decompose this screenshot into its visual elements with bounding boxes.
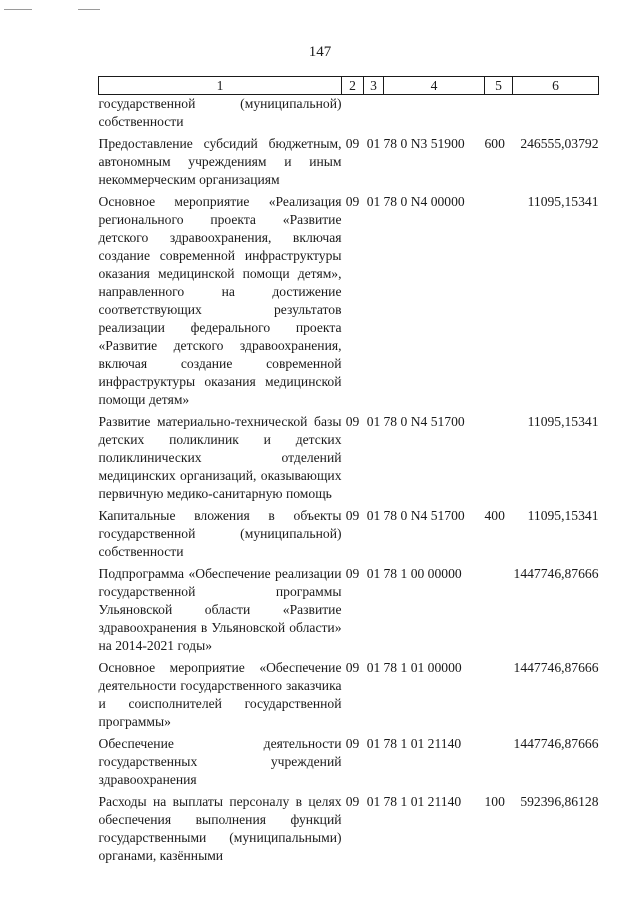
table-row: [99, 95, 599, 136]
row-section-code: 09: [345, 414, 360, 429]
column-header: 3: [364, 77, 384, 95]
row-amount: 11095,15341: [527, 414, 599, 429]
column-header: 6: [513, 77, 599, 95]
row-expense-type-code: [485, 735, 513, 793]
row-target-article-code: 78 0 N4 51700: [383, 414, 465, 429]
column-header: 5: [485, 77, 513, 95]
scan-edge-mark: [78, 9, 100, 10]
page-number: 147: [308, 44, 332, 60]
row-amount: 11095,15341: [527, 508, 599, 523]
table-body: [99, 95, 599, 870]
column-header: 1: [99, 77, 342, 95]
row-expense-type-code: [485, 95, 513, 136]
row-expense-type-code: [485, 659, 513, 735]
row-name: Подпрограмма «Обеспечение реализации государственной программы Ульяновской области «Развитие здравоохранения в Ульяновской области» на 2014-2021 годы»: [98, 566, 342, 653]
budget-table: [98, 76, 599, 869]
row-expense-type-code: 400: [484, 508, 505, 523]
row-name: Расходы на выплаты персоналу в целях обеспечения выполнения функций государственными (муниципальными) органами, казёнными: [98, 794, 342, 863]
row-name: Основное мероприятие «Обеспечение деятельности государственного заказчика и соисполнителей государственной программы»: [98, 660, 342, 729]
row-target-article-code: 78 0 N3 51900: [383, 136, 465, 151]
table-row: [99, 565, 599, 659]
row-name: Капитальные вложения в объекты государственной (муниципальной) собственности: [98, 508, 342, 559]
table-header-row: [99, 77, 599, 95]
row-name: государственной (муниципальной) собственности: [98, 96, 342, 129]
row-name: Предоставление субсидий бюджетным, автономным учреждениям и иным некоммерческим организациям: [98, 136, 342, 187]
row-target-article-code: 78 1 00 00000: [383, 566, 462, 581]
row-section-code: 09: [345, 194, 360, 209]
row-amount: 592396,86128: [520, 794, 599, 809]
row-expense-type-code: [485, 193, 513, 413]
row-subsection-code: 01: [366, 566, 381, 581]
row-subsection-code: 01: [366, 794, 381, 809]
row-subsection-code: [364, 95, 384, 136]
row-name: Развитие материально-технической базы детских поликлиник и детских поликлинических отделений медицинских организаций, оказывающих первичную медико-санитарную помощь: [98, 414, 342, 501]
row-amount: 1447746,87666: [513, 660, 599, 675]
row-section-code: 09: [345, 736, 360, 751]
row-expense-type-code: [485, 413, 513, 507]
table-row: [99, 735, 599, 793]
row-section-code: 09: [345, 566, 360, 581]
row-target-article-code: 78 0 N4 00000: [383, 194, 465, 209]
row-target-article-code: [384, 95, 485, 136]
row-section-code: 09: [345, 794, 360, 809]
column-header: 4: [384, 77, 485, 95]
row-section-code: 09: [345, 508, 360, 523]
row-target-article-code: 78 1 01 21140: [383, 736, 462, 751]
row-section-code: 09: [345, 660, 360, 675]
row-target-article-code: 78 0 N4 51700: [383, 508, 465, 523]
row-amount: 11095,15341: [527, 194, 599, 209]
row-expense-type-code: 600: [484, 136, 505, 151]
row-target-article-code: 78 1 01 21140: [383, 794, 462, 809]
row-name: Основное мероприятие «Реализация регионального проекта «Развитие детского здравоохранения, включая создание современной инфраструктуры оказания медицинской помощи детям», направленного на достижение соответствующих результатов реализации федерального проекта «Развитие детского здравоохранения, включая создание современной инфраструктуры оказания медицинской помощи детям»: [98, 194, 342, 407]
row-section-code: 09: [345, 136, 360, 151]
row-target-article-code: 78 1 01 00000: [383, 660, 462, 675]
row-subsection-code: 01: [366, 194, 381, 209]
column-header: 2: [342, 77, 364, 95]
row-amount: [513, 95, 599, 136]
table-row: [99, 793, 599, 869]
row-subsection-code: 01: [366, 414, 381, 429]
table-row: [99, 507, 599, 565]
row-subsection-code: 01: [366, 508, 381, 523]
row-expense-type-code: [485, 565, 513, 659]
row-subsection-code: 01: [366, 136, 381, 151]
row-amount: 246555,03792: [520, 136, 599, 151]
row-section-code: [342, 95, 364, 136]
row-subsection-code: 01: [366, 736, 381, 751]
table-row: [99, 413, 599, 507]
table-row: [99, 659, 599, 735]
row-name: Обеспечение деятельности государственных учреждений здравоохранения: [98, 736, 342, 787]
row-subsection-code: 01: [366, 660, 381, 675]
scan-edge-mark: [4, 9, 32, 10]
row-expense-type-code: 100: [484, 794, 505, 809]
table-row: [99, 193, 599, 413]
table-row: [99, 135, 599, 193]
row-amount: 1447746,87666: [513, 736, 599, 751]
row-amount: 1447746,87666: [513, 566, 599, 581]
